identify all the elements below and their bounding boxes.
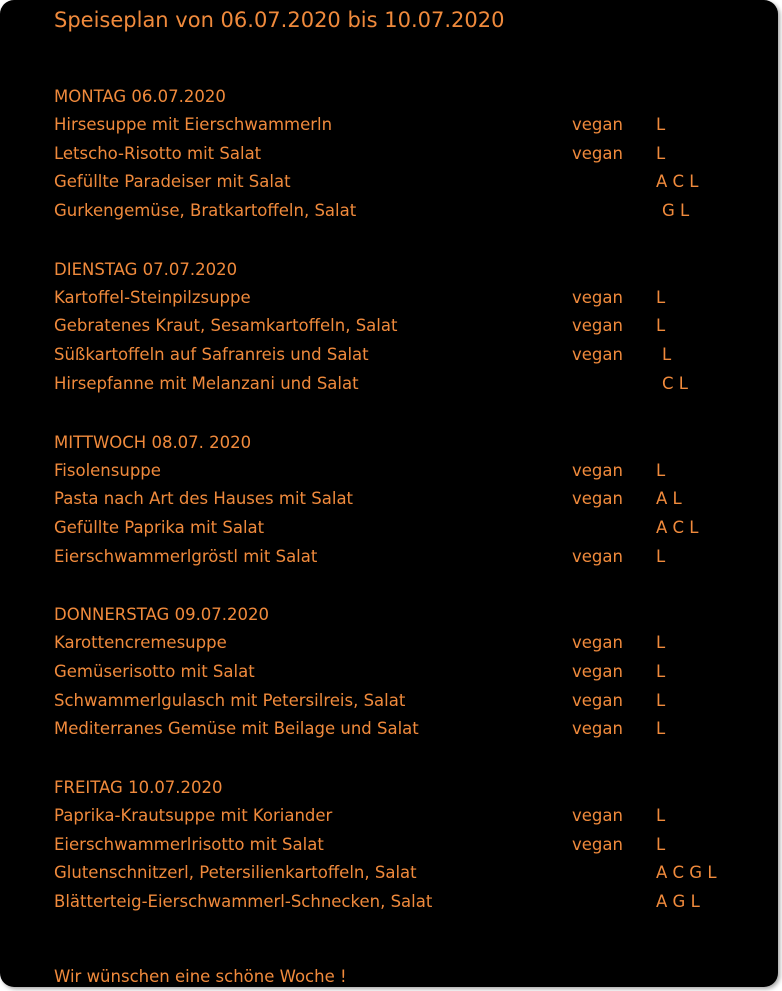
dish-row bbox=[54, 341, 754, 370]
dish-row bbox=[54, 802, 754, 831]
dish-name: Glutenschnitzerl, Petersilienkartoffeln, Salat bbox=[54, 863, 417, 883]
dish-row bbox=[54, 514, 754, 543]
dish-allergen-codes: L bbox=[656, 115, 666, 134]
dish-row bbox=[54, 312, 754, 341]
dish-vegan-label: vegan bbox=[572, 115, 623, 134]
dish-allergen-codes: L bbox=[656, 719, 666, 739]
day-section bbox=[54, 428, 754, 572]
dish-row bbox=[54, 715, 754, 744]
dish-vegan-label: vegan bbox=[572, 806, 623, 825]
dish-allergen-codes: L bbox=[656, 316, 666, 336]
dish-allergen-codes: L bbox=[656, 633, 666, 653]
days-list bbox=[54, 82, 754, 946]
dish-name: Gebratenes Kraut, Sesamkartoffeln, Salat bbox=[54, 316, 398, 336]
dish-row bbox=[54, 457, 754, 486]
dish-allergen-codes: L bbox=[656, 806, 666, 825]
dish-name: Fisolensuppe bbox=[54, 460, 161, 480]
dish-list bbox=[54, 457, 754, 572]
day-heading: DIENSTAG 07.07.2020 bbox=[54, 259, 238, 279]
dish-vegan-label: vegan bbox=[572, 143, 623, 163]
dish-vegan-label: vegan bbox=[572, 546, 623, 566]
day-section bbox=[54, 600, 754, 744]
dish-allergen-codes: L bbox=[656, 460, 666, 480]
day-heading: FREITAG 10.07.2020 bbox=[54, 778, 223, 797]
dish-vegan-label: vegan bbox=[572, 719, 623, 739]
dish-vegan-label: vegan bbox=[572, 633, 623, 653]
dish-allergen-codes: A C L bbox=[656, 172, 699, 192]
dish-name: Mediterranes Gemüse mit Beilage und Salat bbox=[54, 719, 419, 739]
dish-row bbox=[54, 859, 754, 888]
dish-name: Letscho-Risotto mit Salat bbox=[54, 143, 262, 163]
dish-list bbox=[54, 284, 754, 399]
dish-name: Gefüllte Paradeiser mit Salat bbox=[54, 172, 291, 192]
footer-greeting: Wir wünschen eine schöne Woche ! bbox=[54, 967, 347, 986]
dish-row bbox=[54, 485, 754, 514]
dish-row bbox=[54, 197, 754, 226]
menu-title: Speiseplan von 06.07.2020 bis 10.07.2020 bbox=[54, 8, 505, 32]
dish-vegan-label: vegan bbox=[572, 834, 623, 854]
dish-allergen-codes: L bbox=[656, 287, 666, 307]
dish-vegan-label: vegan bbox=[572, 661, 623, 681]
dish-vegan-label: vegan bbox=[572, 690, 623, 710]
dish-vegan-label: vegan bbox=[572, 460, 623, 480]
dish-allergen-codes: C L bbox=[662, 373, 688, 393]
dish-vegan-label: vegan bbox=[572, 316, 623, 336]
day-section bbox=[54, 773, 754, 917]
dish-name: Schwammerlgulasch mit Petersilreis, Salat bbox=[54, 690, 406, 710]
dish-allergen-codes: L bbox=[656, 143, 666, 163]
dish-list bbox=[54, 629, 754, 744]
dish-allergen-codes: A G L bbox=[656, 892, 700, 912]
day-section bbox=[54, 255, 754, 399]
dish-name: Gurkengemüse, Bratkartoffeln, Salat bbox=[54, 201, 357, 221]
dish-name: Kartoffel-Steinpilzsuppe bbox=[54, 287, 251, 307]
dish-allergen-codes: L bbox=[662, 345, 672, 365]
dish-row bbox=[54, 370, 754, 399]
day-heading: MITTWOCH 08.07. 2020 bbox=[54, 432, 252, 452]
dish-list bbox=[54, 802, 754, 917]
dish-row bbox=[54, 888, 754, 917]
dish-name: Süßkartoffeln auf Safranreis und Salat bbox=[54, 345, 369, 365]
day-heading: MONTAG 06.07.2020 bbox=[54, 87, 226, 106]
dish-name: Karottencremesuppe bbox=[54, 633, 227, 653]
dish-allergen-codes: L bbox=[656, 690, 666, 710]
dish-row bbox=[54, 687, 754, 716]
dish-allergen-codes: L bbox=[656, 546, 666, 566]
dish-allergen-codes: A L bbox=[656, 489, 682, 509]
dish-row bbox=[54, 284, 754, 313]
dish-row bbox=[54, 140, 754, 169]
dish-name: Gemüserisotto mit Salat bbox=[54, 661, 255, 681]
dish-name: Hirsepfanne mit Melanzani und Salat bbox=[54, 373, 359, 393]
dish-name: Paprika-Krautsuppe mit Koriander bbox=[54, 806, 333, 825]
dish-row bbox=[54, 168, 754, 197]
dish-row bbox=[54, 543, 754, 572]
dish-name: Blätterteig-Eierschwammerl-Schnecken, Salat bbox=[54, 892, 433, 912]
dish-vegan-label: vegan bbox=[572, 287, 623, 307]
day-section bbox=[54, 82, 754, 226]
dish-allergen-codes: A C L bbox=[656, 517, 699, 537]
dish-name: Eierschwammerlgröstl mit Salat bbox=[54, 546, 318, 566]
dish-vegan-label: vegan bbox=[572, 345, 623, 365]
dish-allergen-codes: L bbox=[656, 834, 666, 854]
dish-name: Gefüllte Paprika mit Salat bbox=[54, 517, 265, 537]
dish-row bbox=[54, 831, 754, 860]
dish-row bbox=[54, 658, 754, 687]
dish-row bbox=[54, 629, 754, 658]
dish-name: Eierschwammerlrisotto mit Salat bbox=[54, 834, 324, 854]
dish-allergen-codes: L bbox=[656, 661, 666, 681]
dish-row bbox=[54, 111, 754, 140]
dish-allergen-codes: G L bbox=[662, 201, 690, 221]
dish-vegan-label: vegan bbox=[572, 489, 623, 509]
day-heading: DONNERSTAG 09.07.2020 bbox=[54, 605, 270, 625]
dish-name: Pasta nach Art des Hauses mit Salat bbox=[54, 489, 354, 509]
dish-list bbox=[54, 111, 754, 226]
dish-allergen-codes: A C G L bbox=[656, 863, 717, 883]
dish-name: Hirsesuppe mit Eierschwammerln bbox=[54, 115, 333, 134]
